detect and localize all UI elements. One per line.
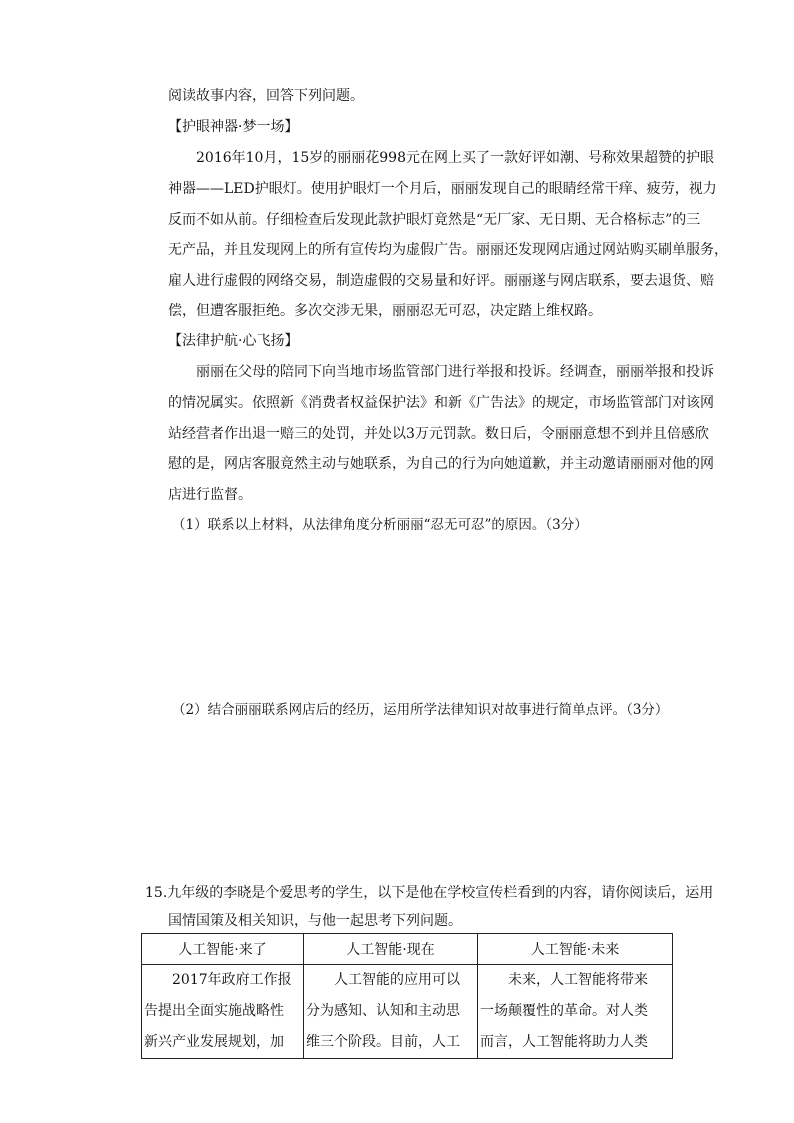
table-cell — [142, 965, 304, 1059]
section1-line: 2016年10月，15岁的丽丽花998元在网上买了一款好评如潮、号称效果超赞的护眼 — [196, 150, 714, 166]
table-header-now-coming: 人工智能·来了 — [142, 934, 304, 965]
table-header-row — [142, 934, 673, 965]
cell-line: 新兴产业发展规划，加 — [144, 1034, 284, 1050]
section2-title: 【法律护航·心飞扬】 — [168, 333, 299, 349]
section1-line: 神器——LED护眼灯。使用护眼灯一个月后，丽丽发现自己的眼睛经常干痒、疲劳，视力 — [168, 181, 717, 197]
section2-line: 丽丽在父母的陪同下向当地市场监管部门进行举报和投诉。经调查，丽丽举报和投诉 — [196, 364, 714, 380]
cell-line: 维三个阶段。目前，人工 — [306, 1034, 460, 1050]
section1-line: 雇人进行虚假的网络交易，制造虚假的交易量和好评。丽丽遂与网店联系，要去退货、赔 — [168, 273, 714, 289]
cell-line: 2017年政府工作报 — [172, 972, 292, 988]
cell-line: 一场颠覆性的革命。对人类 — [480, 1003, 648, 1019]
intro-text: 阅读故事内容，回答下列问题。 — [168, 88, 364, 104]
section1-line: 无产品，并且发现网上的所有宣传均为虚假广告。丽丽还发现网店通过网站购买刷单服务， — [168, 242, 728, 258]
section1-line: 偿，但遭客服拒绝。多次交涉无果，丽丽忍无可忍，决定踏上维权路。 — [168, 303, 602, 319]
cell-line: 而言，人工智能将助力人类 — [480, 1034, 648, 1050]
cell-line: 分为感知、认知和主动思 — [306, 1003, 460, 1019]
question-1: （1）联系以上材料，从法律角度分析丽丽“忍无可忍”的原因。（3分） — [172, 517, 588, 533]
table-cell — [304, 965, 478, 1059]
question-15-line1: 15.九年级的李晓是个爱思考的学生，以下是他在学校宣传栏看到的内容，请你阅读后，运用 — [145, 885, 714, 901]
section2-line: 店进行监督。 — [168, 487, 252, 503]
section2-line: 站经营者作出退一赔三的处罚，并处以3万元罚款。数日后，令丽丽意想不到并且倍感欣 — [168, 426, 709, 442]
section2-line: 慰的是，网店客服竟然主动与她联系，为自己的行为向她道歉，并主动邀请丽丽对他的网 — [168, 456, 714, 472]
cell-line: 未来，人工智能将带来 — [508, 972, 648, 988]
question-2: （2）结合丽丽联系网店后的经历，运用所学法律知识对故事进行简单点评。（3分） — [172, 702, 669, 718]
table-header-present: 人工智能·现在 — [304, 934, 478, 965]
question-15-line2: 国情国策及相关知识，与他一起思考下列问题。 — [168, 913, 462, 929]
cell-line: 告提出全面实施战略性 — [144, 1003, 284, 1019]
section1-title: 【护眼神器·梦一场】 — [168, 119, 299, 135]
ai-info-table — [141, 933, 673, 1059]
cell-line: 人工智能的应用可以 — [334, 972, 460, 988]
section1-line: 反而不如从前。仔细检查后发现此款护眼灯竟然是“无厂家、无日期、无合格标志”的三 — [168, 212, 701, 228]
table-header-future: 人工智能·未来 — [478, 934, 673, 965]
section2-line: 的情况属实。依照新《消费者权益保护法》和新《广告法》的规定，市场监管部门对该网 — [168, 395, 714, 411]
table-row — [142, 965, 673, 1059]
table-cell — [478, 965, 673, 1059]
